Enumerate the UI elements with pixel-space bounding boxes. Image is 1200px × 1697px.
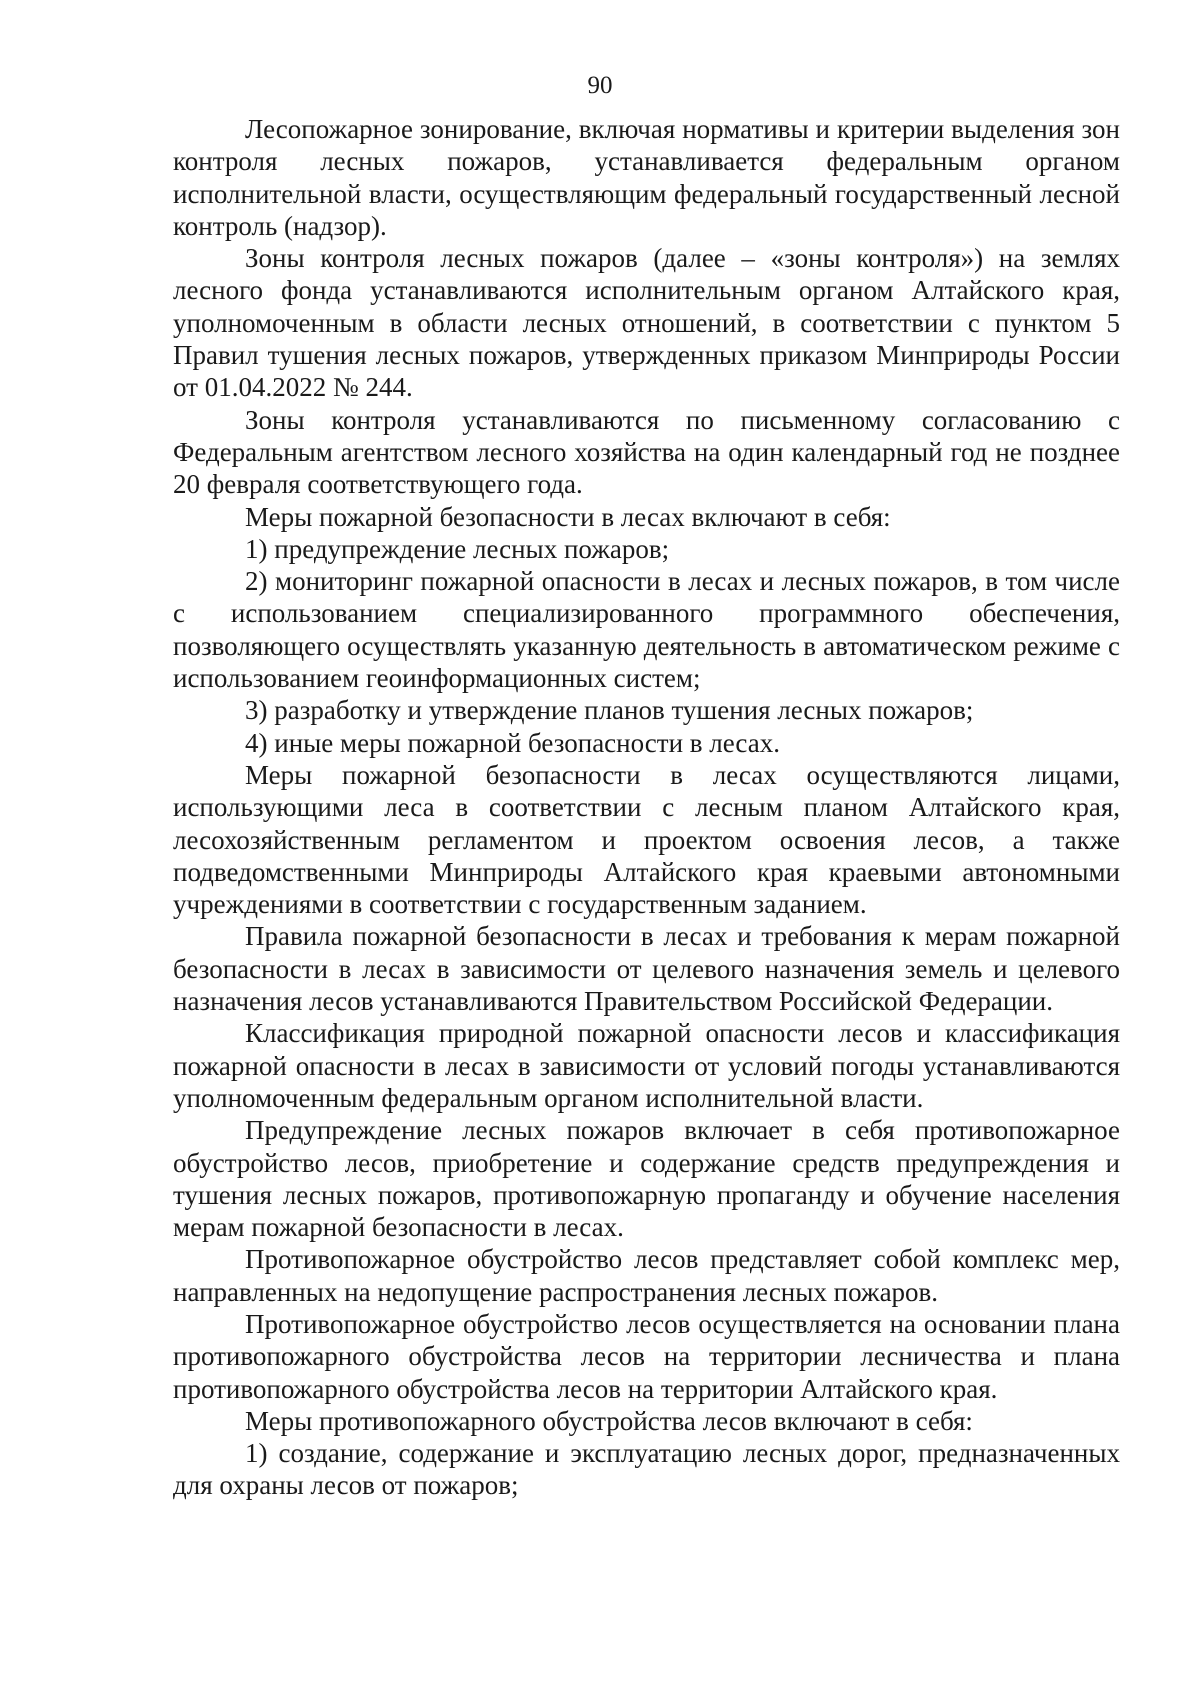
paragraph-fire-safety-rules: Правила пожарной безопасности в лесах и требования к мерам пожарной безопасности в лесах в зависимости от целевого назначения земель и целевого назначения лесов устанавливаются Правительством Российской Федерации.: [173, 921, 1120, 1017]
paragraph-control-zones-approval: Зоны контроля устанавливаются по письменному согласованию с Федеральным агентством лесного хозяйства на один календарный год не позднее 20 февраля соответствующего года.: [173, 404, 1120, 500]
list-item-prevention: 1) предупреждение лесных пожаров;: [245, 533, 670, 564]
document-body: [173, 113, 1120, 1502]
list-item-monitoring: 2) мониторинг пожарной опасности в лесах и лесных пожаров, в том числе с использованием специализированного программного обеспечения, позволяющего осуществлять указанную деятельность в автоматическом режиме с использованием геоинформационных систем;: [173, 566, 1120, 694]
page-number: 90: [587, 72, 613, 99]
paragraph-fire-safety-measures-intro: Меры пожарной безопасности в лесах включают в себя:: [245, 501, 891, 532]
paragraph-fire-arrangement-measures-intro: Меры противопожарного обустройства лесов включают в себя:: [245, 1405, 973, 1436]
paragraph-control-zones: Зоны контроля лесных пожаров (далее – «зоны контроля») на землях лесного фонда устанавливаются исполнительным органом Алтайского края, уполномоченным в области лесных отношений, в соответствии с пунктом 5 Правил тушения лесных пожаров, утвержденных приказом Минприроды России от 01.04.2022 № 244.: [173, 243, 1120, 403]
paragraph-forest-fire-zoning: Лесопожарное зонирование, включая нормативы и критерии выделения зон контроля лесных пожаров, устанавливается федеральным органом исполнительной власти, осуществляющим федеральный государственный лесной контроль (надзор).: [173, 114, 1120, 241]
paragraph-danger-classification: Классификация природной пожарной опасности лесов и классификация пожарной опасности в лесах в зависимости от условий погоды устанавливаются уполномоченным федеральным органом исполнительной власти.: [173, 1018, 1120, 1113]
paragraph-fire-arrangement-basis: Противопожарное обустройство лесов осуществляется на основании плана противопожарного обустройства лесов на территории лесничества и плана противопожарного обустройства лесов на территории Алтайского края.: [173, 1308, 1120, 1404]
paragraph-fire-prevention: Предупреждение лесных пожаров включает в себя противопожарное обустройство лесов, приобретение и содержание средств предупреждения и тушения лесных пожаров, противопожарную пропаганду и обучение населения мерам пожарной безопасности в лесах.: [173, 1115, 1120, 1243]
list-item-forest-roads: 1) создание, содержание и эксплуатацию лесных дорог, предназначенных для охраны лесов от пожаров;: [173, 1438, 1120, 1501]
list-item-other-measures: 4) иные меры пожарной безопасности в лесах.: [245, 727, 780, 758]
paragraph-measures-performers: Меры пожарной безопасности в лесах осуществляются лицами, использующими леса в соответствии с лесным планом Алтайского края, лесохозяйственным регламентом и проектом освоения лесов, а также подведомственными Минприроды Алтайского края краевыми автономными учреждениями в соответствии с государственным заданием.: [173, 759, 1120, 920]
paragraph-fire-arrangement-definition: Противопожарное обустройство лесов представляет собой комплекс мер, направленных на недопущение распространения лесных пожаров.: [173, 1244, 1120, 1307]
list-item-plans: 3) разработку и утверждение планов тушения лесных пожаров;: [245, 695, 974, 726]
